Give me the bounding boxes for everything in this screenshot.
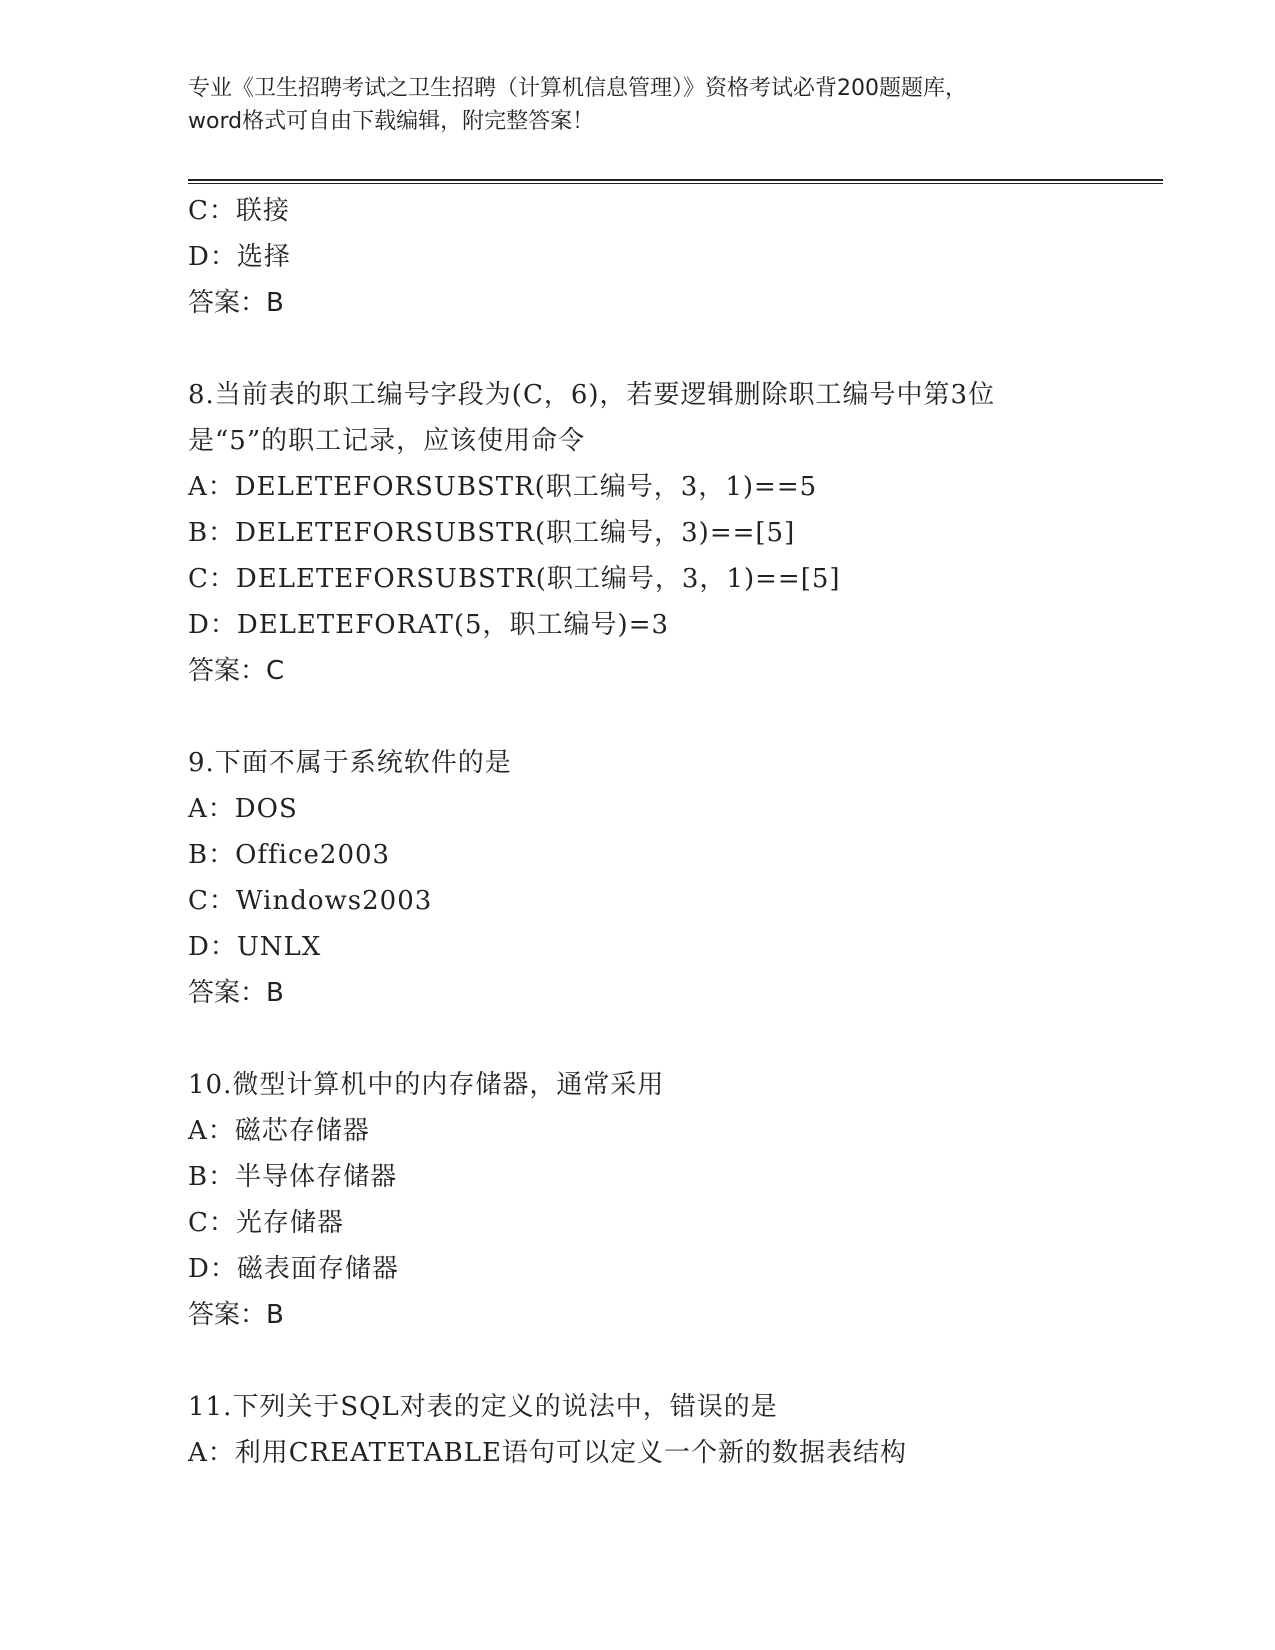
header-rule-thin — [188, 183, 1163, 184]
spacer — [188, 1338, 1148, 1384]
option-c: C：联接 — [188, 196, 290, 226]
option-a: A：DOS — [188, 794, 298, 824]
header-line-2: word格式可自由下载编辑，附完整答案！ — [188, 109, 595, 134]
option-d: D：DELETEFORAT(5，职工编号)=3 — [188, 610, 670, 640]
answer-line: 答案：B — [188, 288, 284, 318]
option-d: D：UNLX — [188, 932, 322, 962]
question-10 — [188, 1062, 1148, 1338]
option-c: C：Windows2003 — [188, 886, 433, 916]
option-b: B：DELETEFORSUBSTR(职工编号，3)==[5] — [188, 518, 796, 548]
question-stem: 10.微型计算机中的内存储器，通常采用 — [188, 1070, 665, 1100]
option-c: C：光存储器 — [188, 1208, 344, 1238]
answer-line: 答案：B — [188, 1300, 284, 1330]
option-a: A：利用CREATETABLE语句可以定义一个新的数据表结构 — [188, 1438, 907, 1468]
question-stem-continued: 是“5”的职工记录，应该使用命令 — [188, 426, 586, 456]
option-c: C：DELETEFORSUBSTR(职工编号，3，1)==[5] — [188, 564, 841, 594]
answer-line: 答案：B — [188, 978, 284, 1008]
question-stem: 11.下列关于SQL对表的定义的说法中，错误的是 — [188, 1392, 778, 1422]
question-11 — [188, 1384, 1148, 1476]
option-a: A：磁芯存储器 — [188, 1116, 370, 1146]
spacer — [188, 1016, 1148, 1062]
question-7-tail — [188, 188, 1148, 326]
header-rule-thick — [188, 179, 1163, 181]
spacer — [188, 694, 1148, 740]
question-list — [188, 188, 1148, 1476]
option-d: D：磁表面存储器 — [188, 1254, 399, 1284]
option-b: B：Office2003 — [188, 840, 391, 870]
spacer — [188, 326, 1148, 372]
question-8 — [188, 372, 1148, 694]
option-b: B：半导体存储器 — [188, 1162, 398, 1192]
answer-line: 答案：C — [188, 656, 285, 686]
option-d: D：选择 — [188, 242, 291, 272]
question-stem: 9.下面不属于系统软件的是 — [188, 748, 512, 778]
question-stem: 8.当前表的职工编号字段为(C，6)，若要逻辑删除职工编号中第3位 — [188, 380, 996, 410]
option-a: A：DELETEFORSUBSTR(职工编号，3，1)==5 — [188, 472, 818, 502]
question-9 — [188, 740, 1148, 1016]
header-line-1: 专业《卫生招聘考试之卫生招聘（计算机信息管理）》资格考试必背200题题库， — [188, 76, 967, 101]
document-header — [188, 72, 1088, 138]
